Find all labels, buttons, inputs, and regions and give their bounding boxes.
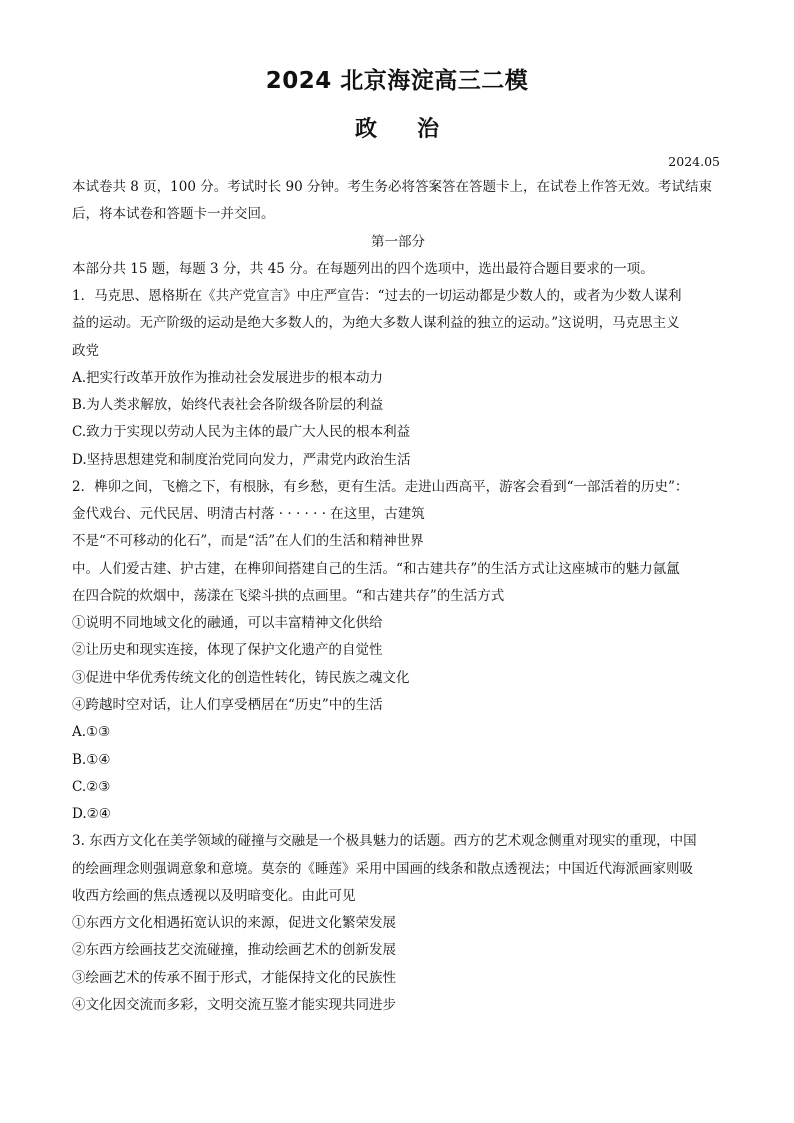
q1-option-c: C.致力于实现以劳动人民为主体的最广大人民的根本利益	[72, 424, 411, 440]
q1-option-b: B.为人类求解放，始终代表社会各阶级各阶层的利益	[72, 397, 384, 413]
q1-option-a: A.把实行改革开放作为推动社会发展进步的根本动力	[72, 370, 384, 386]
q1-stem-line-2: 益的运动。无产阶级的运动是绝大多数人的，为绝大多数人谋利益的独立的运动。”这说明，马克思主义	[72, 315, 680, 331]
q2-item-1: ①说明不同地域文化的融通，可以丰富精神文化供给	[72, 615, 383, 631]
q2-item-2: ②让历史和现实连接，体现了保护文化遗产的自觉性	[72, 642, 383, 658]
q2-option-a: A.①③	[72, 724, 111, 740]
q2-stem-line-5: 在四合院的炊烟中，荡漾在飞梁斗拱的点画里。“和古建共存”的生活方式	[72, 588, 505, 604]
q2-stem-line-3: 不是“不可移动的化石”，而是“活”在人们的生活和精神世界	[72, 533, 424, 549]
q2-option-b: B.①④	[72, 752, 111, 768]
q1-stem-line-3: 政党	[72, 343, 99, 359]
q2-stem-line-4: 中。人们爱古建、护古建，在榫卯间搭建自己的生活。“和古建共存”的生活方式让这座城市的魅力氤氲	[72, 561, 680, 577]
subject-heading	[0, 112, 794, 143]
section-title: 第一部分	[371, 234, 425, 250]
page-title: 2024 北京海淀高三二模	[265, 68, 529, 94]
q3-item-2: ②东西方绘画技艺交流碰撞，推动绘画艺术的创新发展	[72, 942, 396, 958]
intro-line-2: 后，将本试卷和答题卡一并交回。	[72, 206, 275, 222]
intro-line-1: 本试卷共 8 页，100 分。考试时长 90 分钟。考生务必将答案答在答题卡上，在试卷上作答无效。考试结束	[72, 179, 712, 195]
q2-item-4: ④跨越时空对话，让人们享受栖居在“历史”中的生活	[72, 697, 383, 713]
subject-char-right: 治	[417, 117, 440, 142]
q2-option-d: D.②④	[72, 806, 111, 822]
q3-stem-line-1: 3. 东西方文化在美学领域的碰撞与交融是一个极具魅力的话题。西方的艺术观念侧重对现实的重现，中国	[72, 833, 697, 849]
q3-item-3: ③绘画艺术的传承不囿于形式，才能保持文化的民族性	[72, 970, 396, 986]
q1-option-d: D.坚持思想建党和制度治党同向发力，严肃党内政治生活	[72, 452, 411, 468]
q3-item-1: ①东西方文化相遇拓宽认识的来源，促进文化繁荣发展	[72, 915, 396, 931]
q3-stem-line-2: 的绘画理念则强调意象和意境。莫奈的《睡莲》采用中国画的线条和散点透视法；中国近代海派画家则吸	[72, 861, 693, 877]
subject-char-left: 政	[354, 117, 377, 142]
q2-item-3: ③促进中华优秀传统文化的创造性转化，铸民族之魂文化	[72, 670, 410, 686]
q2-option-c: C.②③	[72, 779, 111, 795]
q3-stem-line-3: 收西方绘画的焦点透视以及明暗变化。由此可见	[72, 888, 356, 904]
q3-item-4: ④文化因交流而多彩，文明交流互鉴才能实现共同进步	[72, 997, 396, 1013]
exam-date: 2024.05	[668, 154, 720, 169]
q1-stem-line-1: 1．马克思、恩格斯在《共产党宣言》中庄严宣告：“过去的一切运动都是少数人的，或者为少数人谋利	[72, 288, 682, 304]
q2-stem-line-2: 金代戏台、元代民居、明清古村落 · · · · · · 在这里，古建筑	[72, 506, 425, 522]
q2-stem-line-1: 2．榫卯之间，飞檐之下，有根脉，有乡愁，更有生活。走进山西高平，游客会看到“一部活着的历史”：	[72, 479, 689, 495]
section-instructions: 本部分共 15 题，每题 3 分，共 45 分。在每题列出的四个选项中，选出最符合题目要求的一项。	[72, 261, 654, 277]
